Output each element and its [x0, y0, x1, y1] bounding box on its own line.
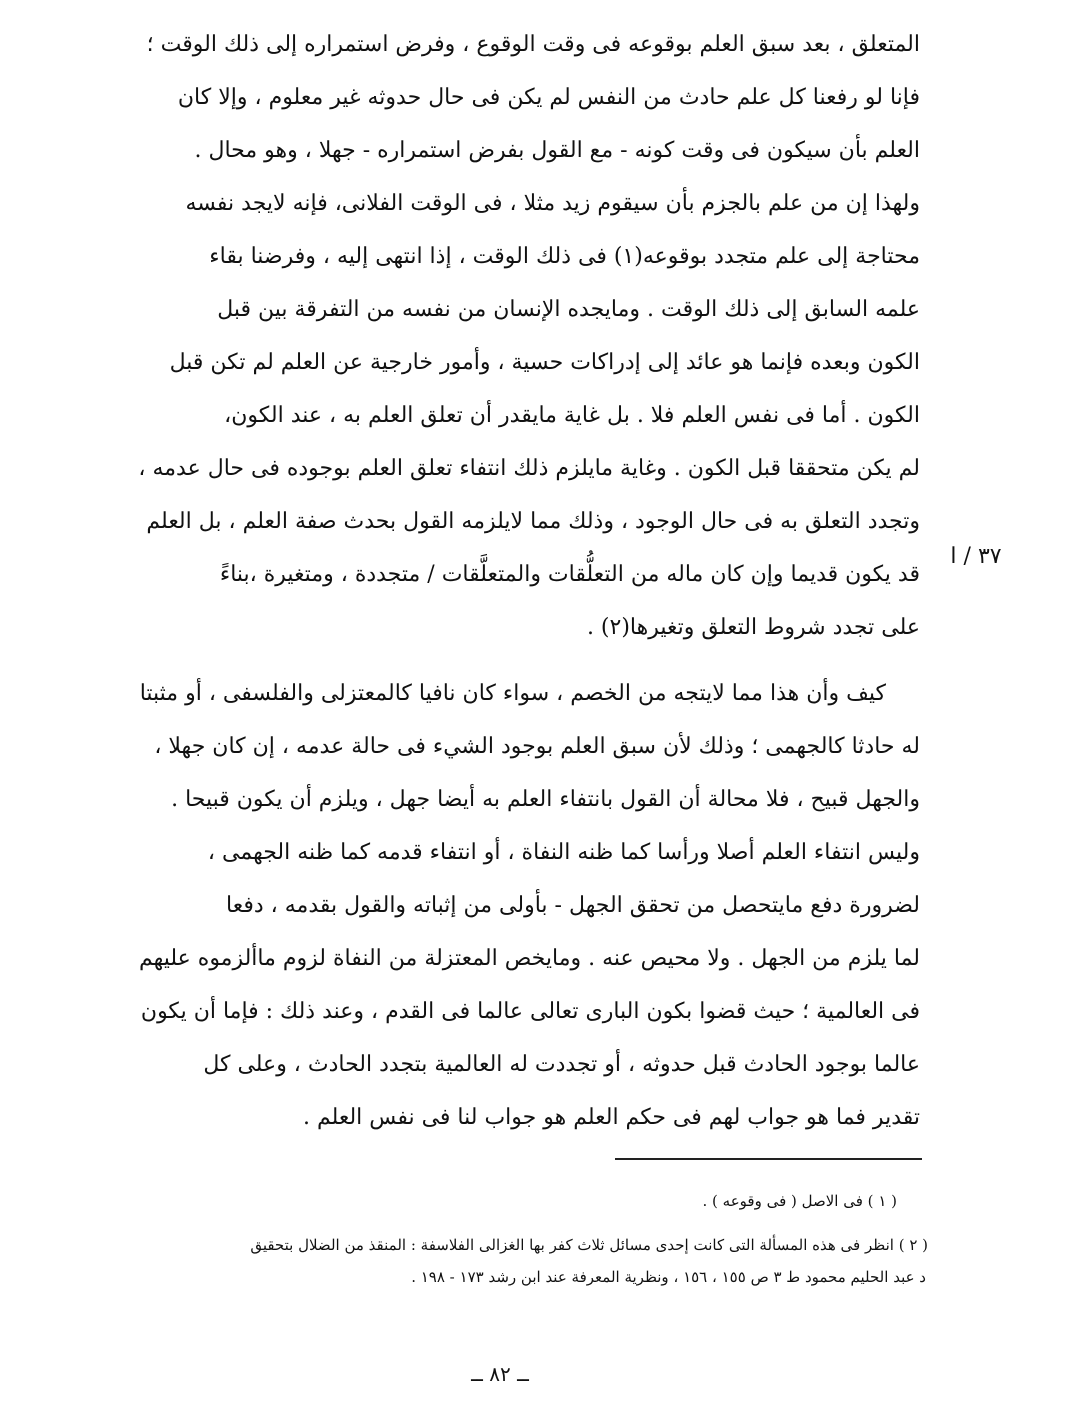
text-line: فى العالمية ؛ حيث قضوا بكون البارى تعالى عالما فى القدم ، وعند ذلك : فإما أن يكون	[140, 999, 920, 1024]
text-line: كيف وأن هذا مما لايتجه من الخصم ، سواء كان نافيا كالمعتزلى والفلسفى ، أو مثبتا	[139, 681, 886, 706]
text-line: الكون وبعده فإنما هو عائد إلى إدراكات حسية ، وأمور خارجية عن العلم لم تكن قبل	[169, 350, 920, 375]
footnote-separator	[615, 1158, 922, 1160]
text-line: لم يكن متحققا قبل الكون . وغاية مايلزم ذلك انتفاء تعلق العلم بوجوده فى حال عدمه ،	[138, 456, 920, 481]
text-line: فإنا لو رفعنا كل علم حادث من النفس لم يكن فى حال حدوثه غير معلوم ، وإلا كان	[177, 85, 920, 110]
text-line: الكون . أما فى نفس العلم فلا . بل غاية مايقدر أن تعلق العلم به ، عند الكون،	[224, 403, 920, 428]
text-line: المتعلق ، بعد سبق العلم بوقوعه فى وقت الوقوع ، وفرض استمراره إلى ذلك الوقت ؛	[146, 32, 920, 57]
manuscript-folio-marker: ٣٧ / ا	[950, 544, 1002, 569]
footnote-2: ( ٢ ) انظر فى هذه المسألة التى كانت إحدى مسائل ثلاث كفر بها الغزالى الفلاسفة : المنقذ من الضلال بتحقيق	[250, 1236, 928, 1254]
text-line: وتجدد التعلق به فى حال الوجود ، وذلك مما لايلزمه القول بحدث صفة العلم ، بل العلم	[146, 509, 920, 534]
text-line: تقدير فما هو جواب لهم فى حكم العلم هو جواب لنا فى نفس العلم .	[302, 1105, 920, 1130]
text-line: لضرورة دفع مايتحصل من تحقق الجهل - بأولى من إثباته والقول بقدمه ، دفعا	[226, 893, 920, 918]
page-number: ــ ٨٢ ــ	[471, 1362, 529, 1386]
text-line: على تجدد شروط التعلق وتغيرها(٢) .	[586, 615, 920, 640]
text-line: علمه السابق إلى ذلك الوقت . ومايجده الإنسان من نفسه من التفرقة بين قبل	[217, 297, 920, 322]
text-line: عالما بوجود الحادث قبل حدوثه ، أو تجددت له العالمية بتجدد الحادث ، وعلى كل	[203, 1052, 920, 1077]
footnote-2-continued: د عبد الحليم محمود ط ٣ ص ١٥٥ ، ١٥٦ ، ونظرية المعرفة عند ابن رشد ١٧٣ - ١٩٨ .	[411, 1268, 926, 1286]
text-line: والجهل قبيح ، فلا محالة أن القول بانتفاء العلم به أيضا جهل ، ويلزم أن يكون قبيحا .	[171, 787, 920, 812]
text-line: العلم بأن سيكون فى وقت كونه - مع القول بفرض استمراره - جهلا ، وهو محال .	[194, 138, 920, 163]
text-line: محتاجة إلى علم متجدد بوقوعه(١) فى ذلك الوقت ، إذا انتهى إليه ، وفرضنا بقاء	[209, 244, 920, 269]
text-line: لما يلزم من الجهل . ولا محيص عنه . ومايخص المعتزلة من النفاة لزوم ماألزموه عليهم	[138, 946, 920, 971]
text-line: ولهذا إن من علم بالجزم بأن سيقوم زيد مثلا ، فى الوقت الفلانى، فإنه لايجد نفسه	[185, 191, 920, 216]
footnote-1: ( ١ ) فى الاصل ( فى وقوعه ) .	[702, 1192, 897, 1210]
text-line: له حادثا كالجهمى ؛ وذلك لأن سبق العلم بوجود الشيء فى حالة عدمه ، إن كان جهلا ،	[154, 734, 920, 759]
text-line: قد يكون قديما وإن كان ماله من التعلُّقات والمتعلَّقات / متجددة ، ومتغيرة ،بناءً	[219, 562, 920, 587]
text-line: وليس انتفاء العلم أصلا ورأسا كما ظنه النفاة ، أو انتفاء قدمه كما ظنه الجهمى ،	[207, 840, 920, 865]
